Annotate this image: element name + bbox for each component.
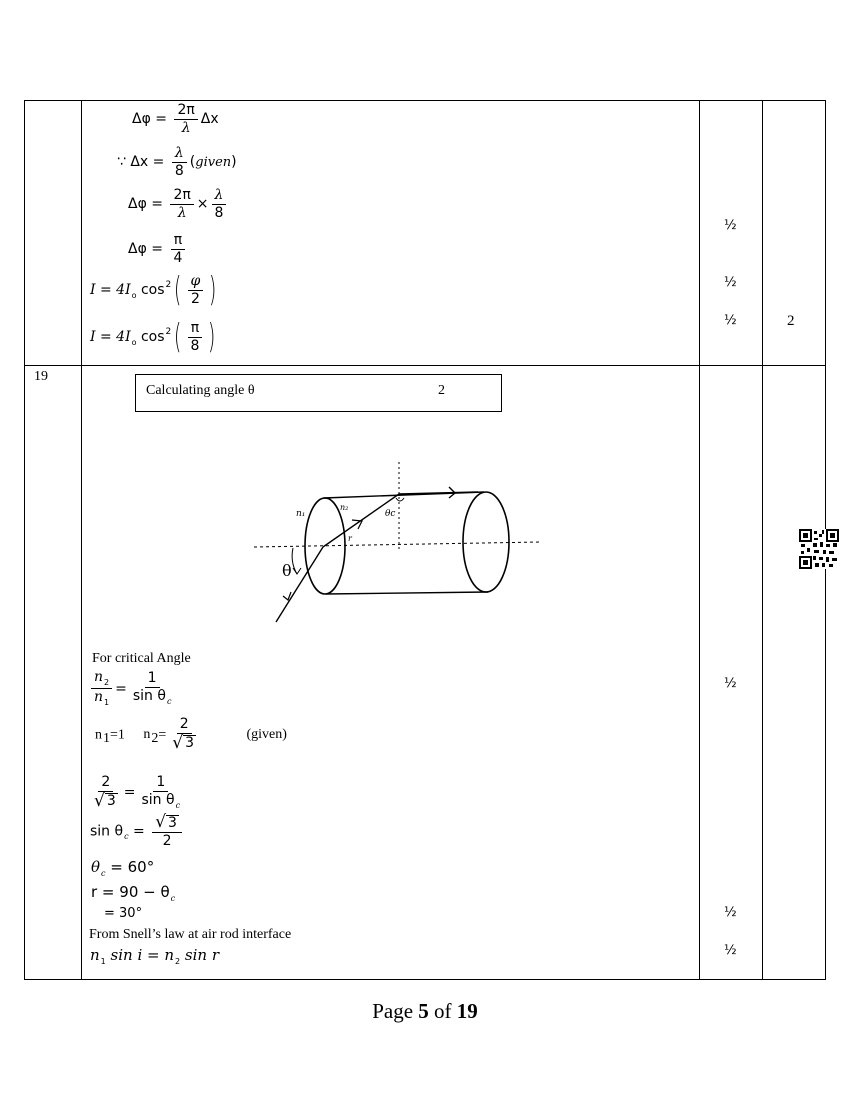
table-bottom-border bbox=[24, 979, 826, 980]
optical-rod-figure bbox=[250, 458, 550, 630]
fraction-numerator: λ bbox=[172, 146, 187, 163]
col-border-qno bbox=[81, 100, 82, 980]
total-marks: 2 bbox=[787, 313, 795, 329]
axis-line bbox=[254, 542, 540, 547]
mark-half: ½ bbox=[724, 313, 737, 328]
mark-half: ½ bbox=[724, 943, 737, 958]
fraction-numerator: 2π bbox=[174, 103, 197, 120]
reflected-ray bbox=[399, 492, 478, 494]
superscript: 2 bbox=[165, 327, 172, 337]
fraction: 2 √ 3 bbox=[172, 716, 195, 753]
mark-half: ½ bbox=[724, 905, 737, 920]
given-note: (given) bbox=[246, 727, 287, 743]
eq-lhs: Δφ = bbox=[128, 196, 168, 213]
eq-lhs: Δφ = bbox=[128, 241, 168, 258]
fraction-denominator: 2 bbox=[190, 290, 200, 307]
rod-right-face bbox=[463, 492, 509, 592]
equation-intensity-general bbox=[90, 270, 220, 310]
eq-lhs: I = 4I bbox=[90, 282, 131, 298]
fraction bbox=[172, 146, 187, 178]
fraction-denominator: 4 bbox=[173, 249, 183, 266]
parenthesis-group: ( $\frac{\pi}{8}$ ) bbox=[174, 317, 216, 357]
label-r: r bbox=[348, 534, 352, 543]
eq-lhs: I = 4I bbox=[90, 329, 131, 345]
qr-code-icon bbox=[799, 529, 839, 569]
subscript: o bbox=[131, 291, 137, 300]
fraction bbox=[170, 188, 193, 220]
equation-sin-critical: $\sin \theta_c$ = √ 3 2 bbox=[90, 814, 185, 849]
fraction-numerator: π bbox=[171, 233, 185, 250]
eq-lhs: ∵ Δx = bbox=[117, 154, 169, 171]
critical-angle-heading: For critical Angle bbox=[92, 651, 191, 666]
table-top-border bbox=[24, 100, 826, 101]
equation-path-difference-given: ∵ Δx = $\frac{\lambda}{8}$ (given) bbox=[117, 145, 237, 179]
cos-text: cos bbox=[136, 282, 165, 298]
rod-bottom-edge bbox=[326, 592, 488, 594]
parenthesis-group: ( $\frac{\varphi}{2}$ ) bbox=[174, 270, 217, 310]
equation-intensity-result bbox=[90, 317, 219, 357]
mark-half: ½ bbox=[724, 676, 737, 691]
fraction-numerator: λ bbox=[212, 188, 227, 205]
incident-ray bbox=[276, 547, 323, 622]
equation-refraction-result: = 30° bbox=[104, 906, 143, 921]
eq-lhs: Δφ = bbox=[132, 111, 172, 128]
snell-law-heading: From Snell’s law at air rod interface bbox=[89, 927, 292, 942]
question-number: 19 bbox=[34, 369, 48, 384]
given-text: given bbox=[195, 155, 232, 171]
fraction bbox=[170, 233, 185, 265]
equation-critical-ratio: $\frac{n_2}{n_1}$ = $\frac{1}{\sin \theta_c}$ bbox=[88, 670, 177, 708]
equation-refractive-indices: n1=1 n2= 2 √ 3 (given) bbox=[95, 716, 287, 753]
footer-prefix: Page bbox=[372, 999, 419, 1023]
eq-rhs: Δx bbox=[200, 111, 219, 128]
marking-box bbox=[135, 374, 502, 412]
subscript: o bbox=[131, 338, 137, 347]
equation-snell-law: $n_1$ $\sin i = n_2$ sin r bbox=[90, 946, 219, 966]
fraction-denominator: 8 bbox=[174, 162, 184, 179]
fraction-denominator: λ bbox=[181, 119, 191, 136]
col-border-left bbox=[24, 100, 25, 980]
label-theta-c: θc bbox=[385, 509, 396, 519]
times-sign: × bbox=[196, 196, 209, 213]
fraction-numerator: π bbox=[188, 321, 202, 338]
equation-substituted-ratio: 2 √ 3 = $\frac{1}{\sin \theta_c}$ bbox=[88, 775, 186, 810]
fraction-numerator: φ bbox=[188, 274, 204, 291]
footer-page-number: 5 bbox=[418, 999, 429, 1023]
fraction-denominator: 8 bbox=[190, 337, 200, 354]
superscript: 2 bbox=[165, 280, 172, 290]
col-border-marks bbox=[762, 100, 763, 980]
label-n1: n₁ bbox=[296, 509, 306, 519]
fraction-denominator: 8 bbox=[214, 204, 224, 221]
refracted-arrow bbox=[352, 520, 362, 529]
cos-text: cos bbox=[136, 329, 165, 345]
fraction: $\frac{1}{\sin \theta_c}$ bbox=[132, 670, 172, 707]
fraction: $\frac{n_2}{n_1}$ bbox=[91, 670, 112, 708]
footer-total-pages: 19 bbox=[456, 999, 478, 1023]
col-border-answer bbox=[699, 100, 700, 980]
fraction bbox=[174, 103, 197, 135]
fraction: $\frac{1}{\sin \theta_c}$ bbox=[141, 774, 181, 810]
mark-half: ½ bbox=[724, 218, 737, 233]
mark-half: ½ bbox=[724, 275, 737, 290]
box-label: Calculating angle θ bbox=[146, 383, 255, 398]
equation-substitution bbox=[128, 188, 229, 220]
row-divider bbox=[24, 365, 826, 366]
page-footer bbox=[0, 999, 850, 1024]
equation-critical-angle-value: $\theta_c = 60^\circ$ bbox=[91, 858, 155, 878]
box-marks: 2 bbox=[438, 383, 445, 398]
label-theta: θ bbox=[282, 561, 292, 580]
fraction-denominator: λ bbox=[177, 204, 187, 221]
equation-refraction-angle: $r = 90 - \theta_c$ bbox=[91, 883, 176, 903]
fraction-numerator: 2π bbox=[170, 188, 193, 205]
equation-phase-result bbox=[128, 233, 188, 265]
label-n2: n₂ bbox=[340, 503, 349, 512]
critical-angle-arc bbox=[396, 498, 404, 501]
equation-phase-difference bbox=[132, 103, 219, 135]
footer-of: of bbox=[428, 999, 457, 1023]
fraction bbox=[212, 188, 227, 220]
fraction: √ 3 2 bbox=[152, 814, 182, 849]
fraction: 2 √ 3 bbox=[94, 774, 116, 811]
